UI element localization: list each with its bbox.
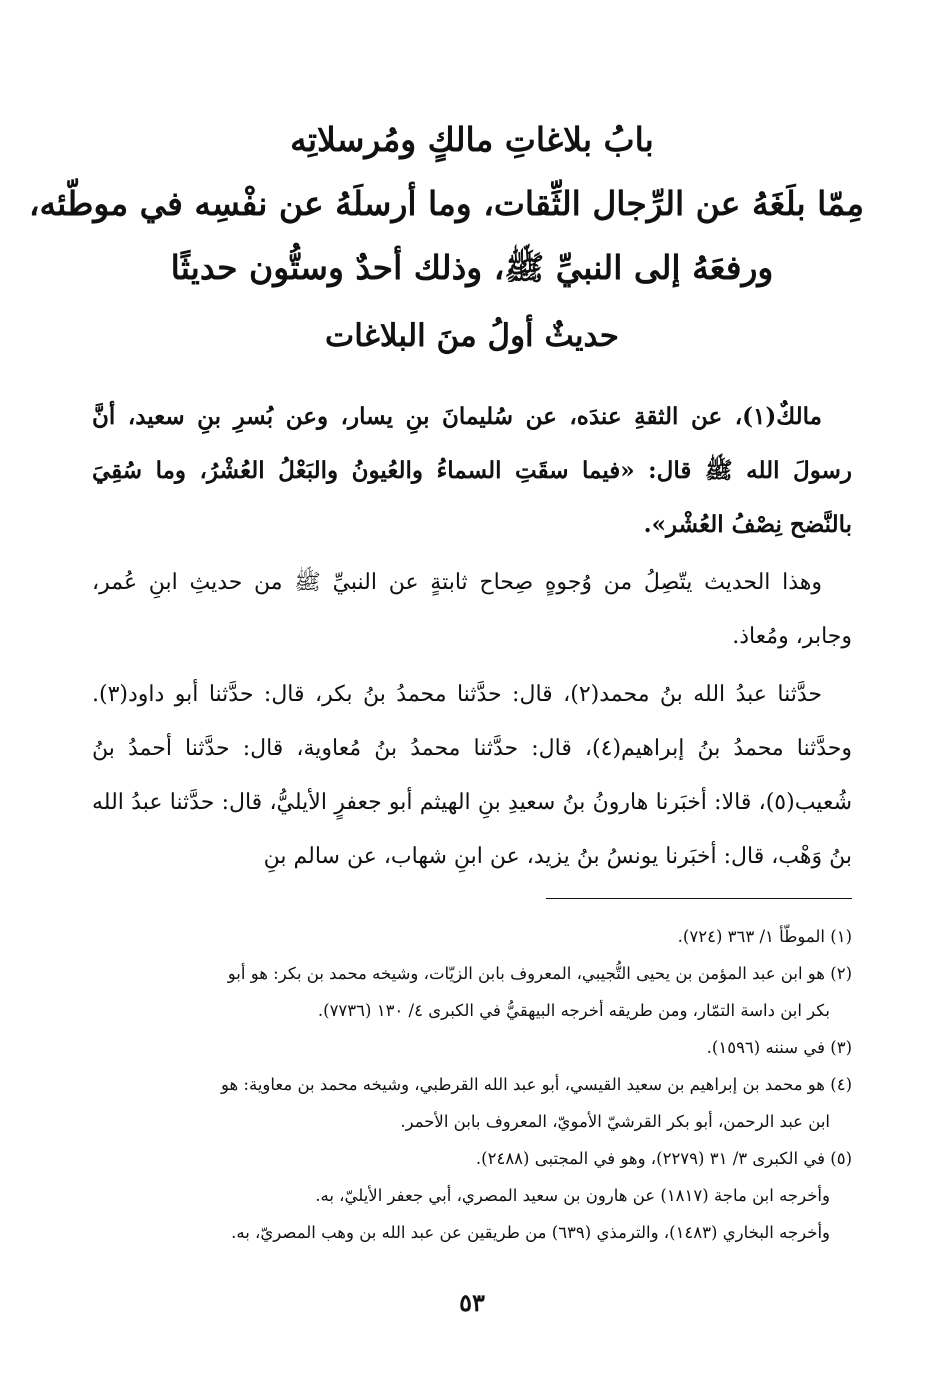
footnote-line: (٥) في الكبرى ٣/ ٣١ (٢٢٧٩)، وهو في المجتبى (٢٤٨٨). (475, 1149, 852, 1168)
chapter-title: بابُ بلاغاتِ مالكٍ ومُرسلاتِه (290, 120, 654, 159)
hadith-paragraph: مالكٌ(١)، عن الثقةِ عندَه، عن سُليمانَ بنِ يسار، وعن بُسرِ بنِ سعيد، أنَّ رسولَ الله ﷺ قال: «فيما سقَتِ السماءُ والعُيونُ والبَعْلُ العُشْرُ، وما سُقِيَ بالنَّضح نِصْفُ العُشْر». (92, 403, 852, 538)
main-text (92, 390, 852, 884)
chapter-subtitle-line-2: ورفعَهُ إلى النبيِّ ﷺ، وذلك أحدٌ وستُّون حديثًا (170, 248, 774, 287)
footnote-line: (٢) هو ابن عبد المؤمن بن يحيى التُّجيبي، المعروف بابن الزيّات، وشيخه محمد بن بكر: هو أبو (227, 964, 852, 983)
footnote-line: (٤) هو محمد بن إبراهيم بن سعيد القيسي، أبو عبد الله القرطبي، وشيخه محمد بن معاوية: هو (220, 1075, 852, 1094)
section-title: حديثٌ أولُ منَ البلاغات (325, 318, 619, 354)
chapter-subtitle-line-1: مِمّا بلَغَهُ عن الرِّجال الثِّقات، وما أرسلَهُ عن نفْسِه في موطّئه، (28, 184, 864, 223)
footnote-separator (546, 898, 852, 899)
footnote-line: وأخرجه ابن ماجة (١٨١٧) عن هارون بن سعيد المصري، أبي جعفر الأيليّ، به. (315, 1186, 830, 1205)
page-number: ٥٣ (459, 1288, 485, 1317)
chapter-heading (28, 108, 864, 364)
commentary-paragraph: وهذا الحديث يتّصِلُ من وُجوهٍ صِحاح ثابتةٍ عن النبيِّ ﷺ من حديثِ ابنِ عُمر، وجابر، ومُعاذ. (92, 570, 852, 649)
footnote-line: بكر ابن داسة التمّار، ومن طريقه أخرجه البيهقيُّ في الكبرى ٤/ ١٣٠ (٧٧٣٦). (317, 1001, 830, 1020)
footnote-line: ابن عبد الرحمن، أبو بكر القرشيّ الأمويّ، المعروف بابن الأحمر. (400, 1112, 830, 1131)
footnote-line: (١) الموطّأ ١/ ٣٦٣ (٧٢٤). (677, 927, 852, 946)
footnote-line: (٣) في سننه (١٥٩٦). (706, 1038, 852, 1057)
isnad-paragraph: حدَّثنا عبدُ الله بنُ محمد(٢)، قال: حدَّثنا محمدُ بنُ بكر، قال: حدَّثنا أبو داود(٣). وحدَّثنا محمدُ بنُ إبراهيم(٤)، قال: حدَّثنا محمدُ بنُ مُعاوية، قال: حدَّثنا أحمدُ بنُ شُعيب(٥)، قالا: أخبَرنا هارونُ بنُ سعيدِ بنِ الهيثم أبو جعفرٍ الأيليُّ، قال: حدَّثنا عبدُ الله بنُ وَهْب، قال: أخبَرنا يونسُ بنُ يزيد، عن ابنِ شهاب، عن سالم بنِ (92, 682, 852, 869)
footnote-line: وأخرجه البخاري (١٤٨٣)، والترمذي (٦٣٩) من طريقين عن عبد الله بن وهب المصريّ، به. (231, 1223, 830, 1242)
footnotes (92, 918, 852, 1251)
